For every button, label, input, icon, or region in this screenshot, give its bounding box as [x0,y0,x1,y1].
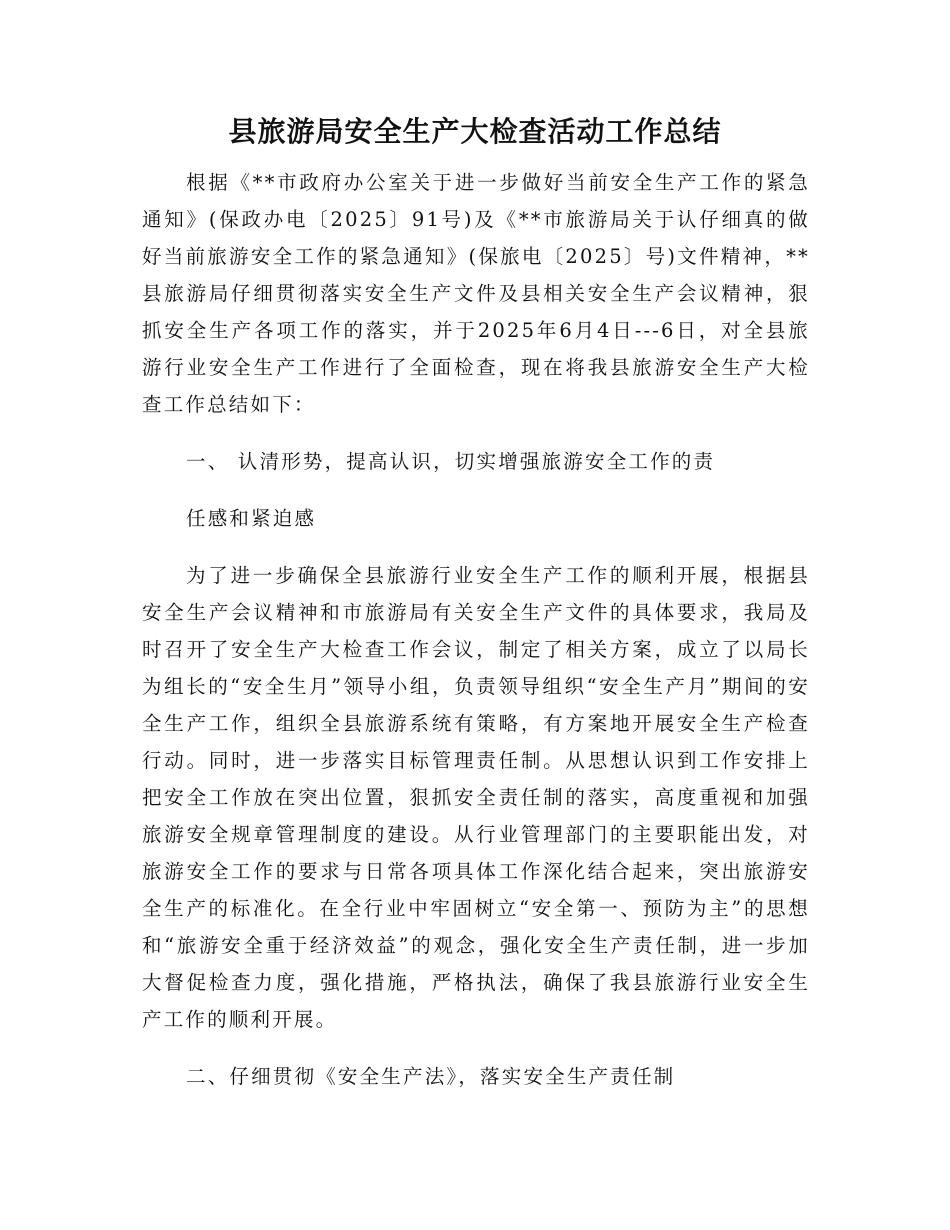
section-heading-1-line-1: 一、 认清形势，提高认识，切实增强旅游安全工作的责 [186,450,716,473]
section-heading-2: 二、仔细贯彻《安全生产法》，落实安全生产责任制 [186,1065,676,1088]
paragraph-spacer [142,480,810,500]
section-heading-1-line-2: 任感和紧迫感 [186,507,317,530]
intro-paragraph: 根据《**市政府办公室关于进一步做好当前安全生产工作的紧急通知》(保政办电〔2025〕91号)及《**市旅游局关于认仔细真的做好当前旅游安全工作的紧急通知》(保旅电〔2025〕号)文件精神，**县旅游局仔细贯彻落实安全生产文件及县相关安全生产会议精神，狠抓安全生产各项工作的落实，并于2025年6月4日---6日，对全县旅游行业安全生产工作进行了全面检查，现在将我县旅游安全生产大检查工作总结如下： [142,171,810,416]
paragraph-spacer [142,1038,810,1058]
document-body [142,164,810,1095]
paragraph-spacer [142,423,810,443]
document-title: 县旅游局安全生产大检查活动工作总结 [228,115,722,148]
section-1-paragraph: 为了进一步确保全县旅游行业安全生产工作的顺利开展，根据县安全生产会议精神和市旅游局有关安全生产文件的具体要求，我局及时召开了安全生产大检查工作会议，制定了相关方案，成立了以局长为组长的“安全生月”领导小组，负责领导组织“安全生产月”期间的安全生产工作，组织全县旅游系统有策略，有方案地开展安全生产检查行动。同时，进一步落实目标管理责任制。从思想认识到工作安排上把安全工作放在突出位置，狠抓安全责任制的落实，高度重视和加强旅游安全规章管理制度的建设。从行业管理部门的主要职能出发，对旅游安全工作的要求与日常各项具体工作深化结合起来，突出旅游安全生产的标准化。在全行业中牢固树立“安全第一、预防为主”的思想和“旅游安全重于经济效益”的观念，强化安全生产责任制，进一步加大督促检查力度，强化措施，严格执法，确保了我县旅游行业安全生产工作的顺利开展。 [142,564,810,1031]
paragraph-spacer [142,537,810,557]
